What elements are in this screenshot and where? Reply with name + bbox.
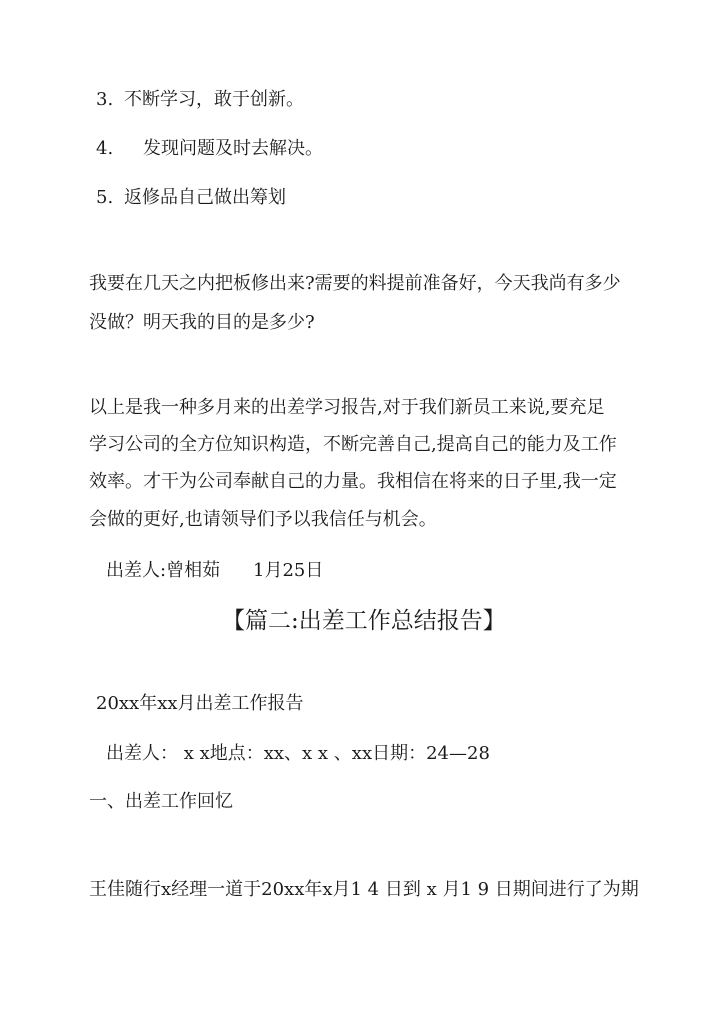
list-item-5-number: 5. bbox=[96, 187, 114, 208]
subheading: 一、出差工作回忆 bbox=[89, 791, 233, 812]
report-heading: 20xx年xx月出差工作报告 bbox=[96, 693, 304, 714]
paragraph2-line-4: 会做的更好,也请领导们予以我信任与机会。 bbox=[89, 509, 437, 530]
paragraph2-line-2: 学习公司的全方位知识构造，不断完善自己,提高自己的能力及工作 bbox=[89, 434, 617, 455]
section-title: 【篇二:出差工作总结报告】 bbox=[222, 608, 506, 634]
list-item-3-text: 不断学习，敢于创新。 bbox=[124, 89, 304, 110]
paragraph1-line-1: 我要在几天之内把板修出来?需要的料提前准备好，今天我尚有多少 bbox=[89, 273, 621, 294]
paragraph3-line-1: 王佳随行x经理一道于20xx年x月1 4 日到 x 月1 9 日期间进行了为期 bbox=[89, 879, 639, 900]
list-item-4-number: 4. bbox=[96, 138, 114, 159]
paragraph2-line-3: 效率。才干为公司奉献自己的力量。我相信在将来的日子里,我一定 bbox=[89, 471, 617, 492]
paragraph2-line-1: 以上是我一种多月来的出差学习报告,对于我们新员工来说,要充足 bbox=[89, 397, 605, 418]
paragraph1-line-2: 没做？明天我的目的是多少? bbox=[89, 312, 315, 333]
list-item-3-number: 3. bbox=[96, 89, 114, 110]
trip-info: 出差人： x x地点：xx、x x 、xx日期：24—28 bbox=[106, 743, 490, 764]
signature-person: 出差人:曾相茹 bbox=[106, 560, 221, 581]
list-item-4-text: 发现问题及时去解决。 bbox=[143, 138, 323, 159]
list-item-5-text: 返修品自己做出筹划 bbox=[124, 187, 286, 208]
signature-date: 1月25日 bbox=[253, 560, 324, 581]
